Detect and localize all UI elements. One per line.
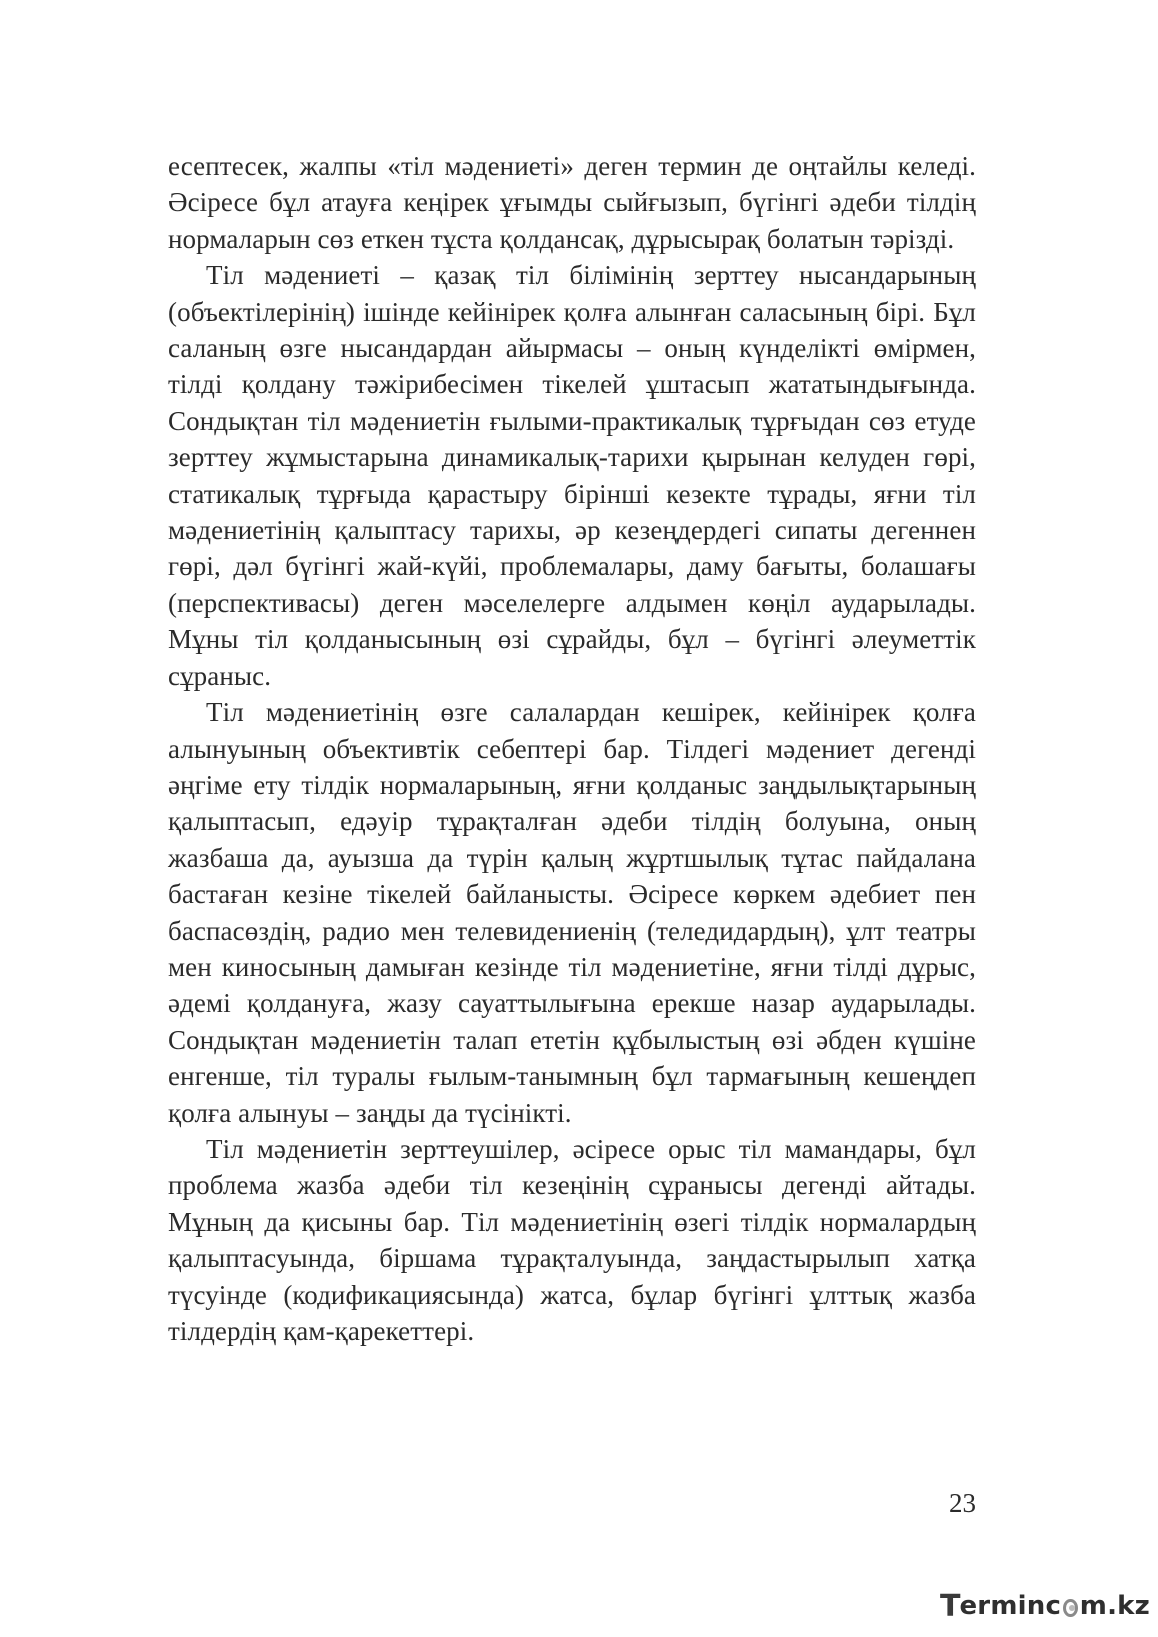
watermark-t-glyph: T: [940, 1588, 960, 1624]
page-number: 23: [949, 1488, 976, 1518]
watermark-segment-b: m.kz: [1079, 1591, 1150, 1621]
paragraph-1: есептесек, жалпы «тіл мәдениеті» деген термин де оңтайлы келеді. Әсіресе бұл атауға кеңірек ұғымды сыйғызып, бүгінгі әдеби тілдің нормаларын сөз еткен тұста қолдансақ, дұрысырақ болатын тәрізді.: [168, 151, 976, 254]
paragraph-2: Тіл мәдениеті – қазақ тіл білімінің зерттеу нысандарының (объектілерінің) ішінде кейінірек қолға алынған саласының бірі. Бұл саланың өзге нысандардан айырмасы – оның күнделікті өмірмен, тілді қолдану тәжірибесімен тікелей ұштасып жататындығында. Сондықтан тіл мәдениетін ғылыми-практикалық тұрғыдан сөз етуде зерттеу жұмыстарына динамикалық-тарихи қырынан келуден гөрі, статикалық тұрғыда қарастыру бірінші кезекте тұрады, яғни тіл мәдениетінің қалыптасу тарихы, әр кезеңдердегі сипаты дегеннен гөрі, дәл бүгінгі жай-күйі, проблемалары, даму бағыты, болашағы (перспективасы) деген мәселелерге алдымен көңіл аударылады. Мұны тіл қолданысының өзі сұрайды, бұл – бүгінгі әлеуметтік сұраныс.: [168, 260, 976, 691]
paragraph-3: Тіл мәдениетінің өзге салалардан кешірек, кейінірек қолға алынуының объективтік себептері бар. Тілдегі мәдениет дегенді әңгіме ету тілдік нормаларының, яғни қолданыс заңдылықтарының қалыптасып, едәуір тұрақталған әдеби тілдің болуына, оның жазбаша да, ауызша да түрін қалың жұртшылық тұтас пайдалана бастаған кезіне тікелей байланысты. Әсіресе көркем әдебиет пен баспасөздің, радио мен телевидениенің (теледидардың), ұлт театры мен киносының дамыған кезінде тіл мәдениетіне, яғни тілді дұрыс, әдемі қолдануға, жазу сауаттылығына ерекше назар аударылады. Сондықтан мәдениетін талап ететін құбылыстың өзі әбден күшіне енгенше, тіл туралы ғылым-танымның бұл тармағының кешеңдеп қолға алынуы – заңды да түсінікті.: [168, 697, 976, 1128]
termincom-watermark-logo: [940, 1584, 1150, 1628]
watermark-segment-a: erminc: [959, 1591, 1062, 1621]
watermark-o-ring-icon: [1063, 1599, 1078, 1617]
page-body-text: [168, 148, 976, 1349]
paragraph-4: Тіл мәдениетін зерттеушілер, әсіресе орыс тіл мамандары, бұл проблема жазба әдеби тіл кезеңінің сұранысы дегенді айтады. Мұның да қисыны бар. Тіл мәдениетінің өзегі тілдік нормалардың қалыптасуында, біршама тұрақталуында, заңдастырылып хатқа түсуінде (кодификациясында) жатса, бұлар бүгінгі ұлттық жазба тілдердің қам-қарекеттері.: [168, 1133, 976, 1346]
